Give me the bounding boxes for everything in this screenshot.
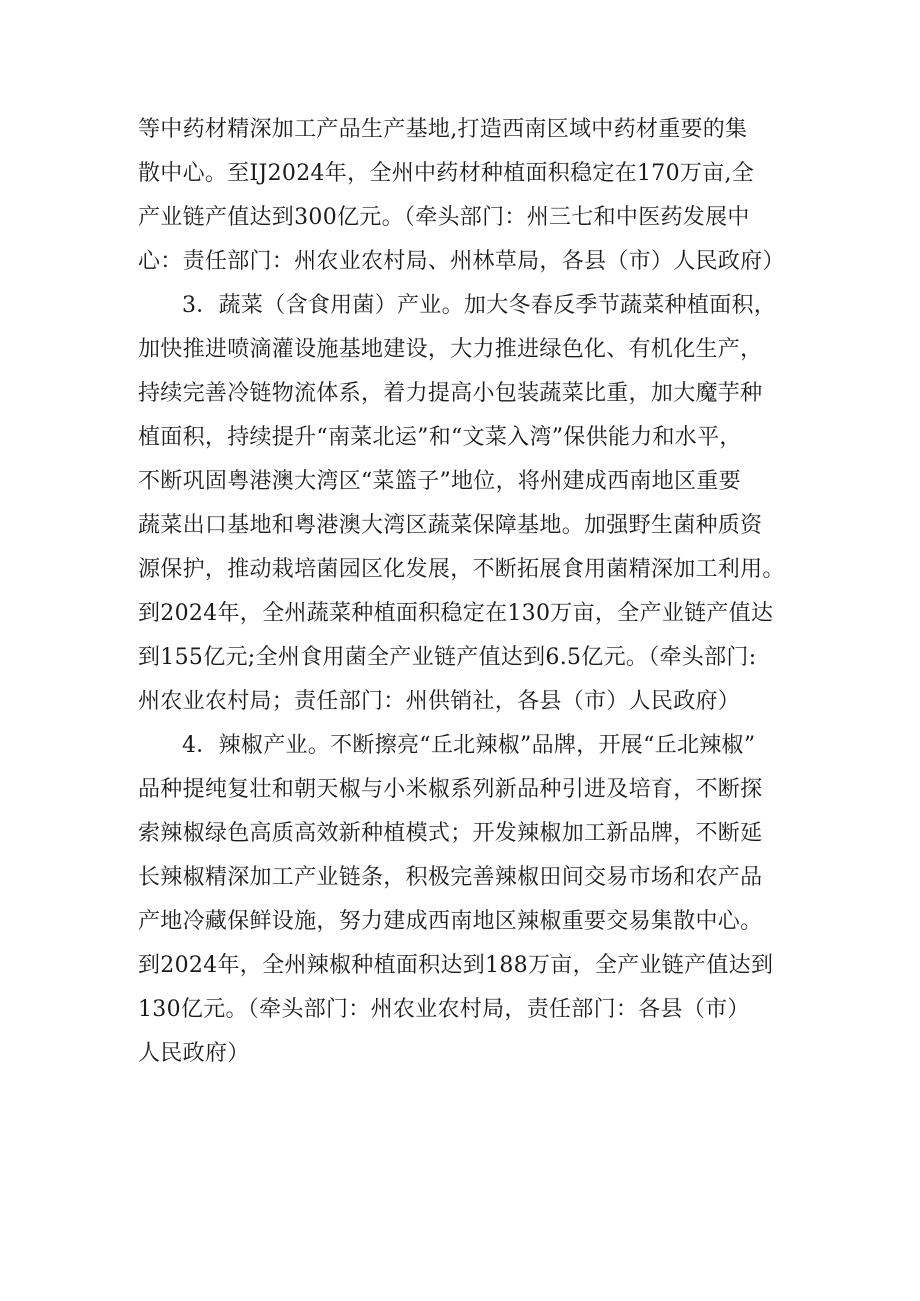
text-line: 等中药材精深加工产品生产基地,打造西南区域中药材重要的集 xyxy=(138,117,748,142)
text-line: 心：责任部门：州农业农村局、州林草局，各县（市）人民政府） xyxy=(138,249,785,274)
text-line: 产业链产值达到300亿元。（牵头部门：州三七和中医药发展中 xyxy=(138,205,750,230)
text-line: 散中心。至IJ2024年，全州中药材种植面积稳定在170万亩,全 xyxy=(138,161,755,186)
document-body xyxy=(138,108,818,1076)
text-line: 到2024年，全州辣椒种植面积达到188万亩，全产业链产值达到 xyxy=(138,953,774,978)
text-line: 不断巩固粤港澳大湾区“菜篮子”地位，将州建成西南地区重要 xyxy=(138,469,741,494)
text-line: 产地冷藏保鲜设施，努力建成西南地区辣椒重要交易集散中心。 xyxy=(138,909,763,934)
text-line: 州农业农村局；责任部门：州供销社，各县（市）人民政府） xyxy=(138,689,741,714)
section-heading-vegetables: 3．蔬菜（含食用菌）产业。加大冬春反季节蔬菜种植面积， xyxy=(182,293,777,318)
text-line: 索辣椒绿色高质高效新种植模式；开发辣椒加工新品牌，不断延 xyxy=(138,821,763,846)
text-line: 植面积，持续提升“南菜北运”和“文菜入湾”保供能力和水平， xyxy=(138,425,742,450)
text-line: 人民政府） xyxy=(138,1041,250,1066)
text-line: 130亿元。（牵头部门：州农业农村局，责任部门：各县（市） xyxy=(138,997,750,1022)
text-line: 到2024年，全州蔬菜种植面积稳定在130万亩，全产业链产值达 xyxy=(138,601,774,626)
text-line: 长辣椒精深加工产业链条，积极完善辣椒田间交易市场和农产品 xyxy=(138,865,763,890)
text-line: 蔬菜出口基地和粤港澳大湾区蔬菜保障基地。加强野生菌种质资 xyxy=(138,513,763,538)
text-line: 到155亿元;全州食用菌全产业链产值达到6.5亿元。（牵头部门: xyxy=(138,645,757,670)
text-line: 品种提纯复壮和朝天椒与小米椒系列新品种引进及培育，不断探 xyxy=(138,777,763,802)
text-line: 持续完善冷链物流体系，着力提高小包装蔬菜比重，加大魔芋种 xyxy=(138,381,763,406)
section-heading-chili: 4．辣椒产业。不断擦亮“丘北辣椒”品牌，开展“丘北辣椒” xyxy=(182,733,756,758)
text-line: 源保护，推动栽培菌园区化发展，不断拓展食用菌精深加工利用。 xyxy=(138,557,785,582)
text-line: 加快推进喷滴灌设施基地建设，大力推进绿色化、有机化生产， xyxy=(138,337,763,362)
